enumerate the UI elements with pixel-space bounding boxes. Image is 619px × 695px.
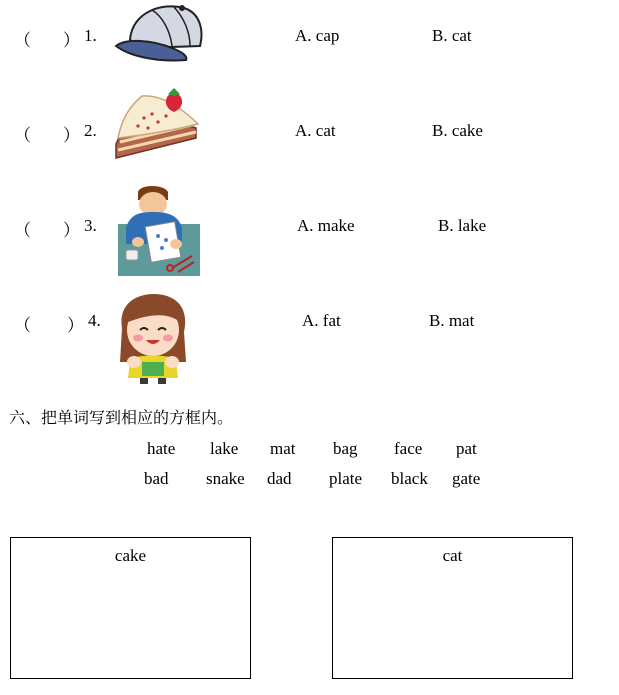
word: snake [206, 469, 245, 488]
question-number: 4. [88, 311, 101, 330]
answer-paren-close: ） [67, 316, 84, 335]
option-a: A. make [297, 216, 355, 235]
box-label: cat [442, 546, 463, 565]
answer-paren-close: ） [63, 126, 80, 145]
word: dad [267, 469, 292, 488]
option-b: B. mat [429, 311, 475, 330]
answer-box-cake[interactable] [10, 537, 251, 679]
word: face [394, 439, 423, 458]
cake-slice-icon [112, 88, 202, 164]
question-number: 3. [84, 216, 97, 235]
word: black [391, 469, 428, 488]
word: plate [329, 469, 363, 488]
option-a: A. fat [302, 311, 341, 330]
section-title: 六、把单词写到相应的方框内。 [9, 408, 234, 427]
word: gate [452, 469, 481, 488]
answer-paren-open: （ [14, 126, 31, 145]
word: mat [270, 439, 296, 458]
option-b: B. cat [432, 26, 472, 45]
answer-box-cat[interactable] [332, 537, 573, 679]
cap-icon [112, 2, 206, 62]
girl-icon [114, 292, 192, 384]
option-b: B. cake [432, 121, 483, 140]
word: bag [333, 439, 358, 458]
word: hate [147, 439, 176, 458]
option-a: A. cap [295, 26, 340, 45]
boy-making-craft-icon [118, 184, 200, 276]
answer-paren-close: ） [63, 31, 80, 50]
answer-paren-close: ） [63, 221, 80, 240]
box-label: cake [114, 546, 147, 565]
question-number: 2. [84, 121, 97, 140]
word: bad [144, 469, 169, 488]
word: pat [456, 439, 477, 458]
answer-paren-open: （ [14, 221, 31, 240]
word: lake [210, 439, 239, 458]
option-b: B. lake [438, 216, 487, 235]
answer-paren-open: （ [14, 31, 31, 50]
answer-paren-open: （ [14, 316, 31, 335]
option-a: A. cat [295, 121, 336, 140]
question-number: 1. [84, 26, 97, 45]
